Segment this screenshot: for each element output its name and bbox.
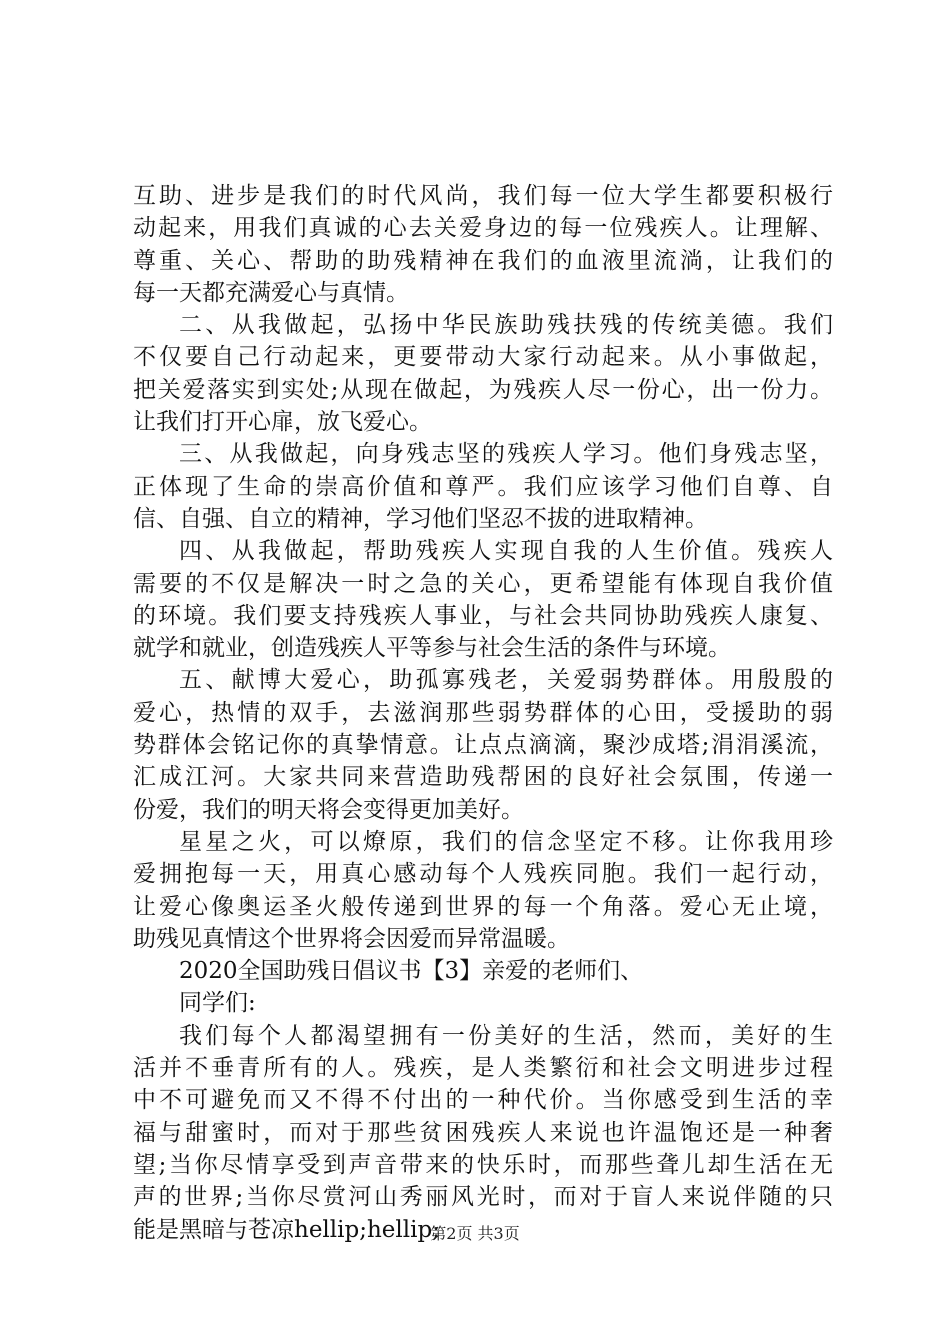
text-line: 信、自强、自立的精神，学习他们坚忍不拔的进取精神。	[133, 505, 708, 532]
text-line: 互助、进步是我们的时代风尚，我们每一位大学生都要积极行	[133, 183, 833, 209]
text-line: 爱心，热情的双手，去滋润那些弱势群体的心田，受援助的弱	[133, 699, 833, 726]
text-line: 助残见真情这个世界将会因爱而异常温暖。	[133, 925, 570, 952]
text-line: 2020全国助残日倡议书【3】亲爱的老师们、	[179, 958, 644, 985]
text-line: 份爱，我们的明天将会变得更加美好。	[133, 796, 524, 823]
text-line: 五、献博大爱心，助孤寡残老，关爱弱势群体。用殷殷的	[179, 667, 833, 694]
text-line: 动起来，用我们真诚的心去关爱身边的每一位残疾人。让理解、	[133, 215, 833, 242]
text-line: 每一天都充满爱心与真情。	[133, 279, 409, 306]
text-line: 把关爱落实到实处;从现在做起，为残疾人尽一份心，出一份力。	[133, 376, 833, 403]
text-line: 爱拥抱每一天，用真心感动每个人残疾同胞。我们一起行动，	[133, 861, 833, 888]
text-line: 汇成江河。大家共同来营造助残帮困的良好社会氛围，传递一	[133, 764, 833, 791]
text-line: 能是黑暗与苍凉hellip;hellip;	[133, 1216, 440, 1243]
text-line: 尊重、关心、帮助的助残精神在我们的血液里流淌，让我们的	[133, 247, 833, 274]
text-line: 的环境。我们要支持残疾人事业，与社会共同协助残疾人康复、	[133, 602, 833, 629]
text-line: 二、从我做起，弘扬中华民族助残扶残的传统美德。我们	[179, 312, 833, 339]
text-line: 望;当你尽情享受到声音带来的快乐时，而那些聋儿却生活在无	[133, 1151, 833, 1178]
text-line: 正体现了生命的崇高价值和尊严。我们应该学习他们自尊、自	[133, 473, 833, 500]
text-line: 三、从我做起，向身残志坚的残疾人学习。他们身残志坚，	[179, 441, 833, 468]
text-line: 活并不垂青所有的人。残疾，是人类繁衍和社会文明进步过程	[133, 1055, 833, 1082]
text-line: 势群体会铭记你的真挚情意。让点点滴滴，聚沙成塔;涓涓溪流，	[133, 732, 833, 759]
text-line: 我们每个人都渴望拥有一份美好的生活，然而，美好的生	[179, 1022, 833, 1049]
text-line: 让我们打开心扉，放飞爱心。	[133, 409, 432, 436]
text-line: 让爱心像奥运圣火般传递到世界的每一个角落。爱心无止境，	[133, 893, 833, 920]
document-body	[133, 180, 833, 1246]
text-line: 同学们:	[179, 990, 256, 1017]
text-line: 星星之火，可以燎原，我们的信念坚定不移。让你我用珍	[179, 828, 833, 855]
text-line: 声的世界;当你尽赏河山秀丽风光时，而对于盲人来说伴随的只	[133, 1184, 833, 1211]
text-line: 中不可避免而又不得不付出的一种代价。当你感受到生活的幸	[133, 1087, 833, 1114]
text-line: 福与甜蜜时，而对于那些贫困残疾人来说也许温饱还是一种奢	[133, 1119, 833, 1146]
page-footer: 第2页 共3页	[430, 1224, 520, 1243]
text-line: 四、从我做起，帮助残疾人实现自我的人生价值。残疾人	[179, 538, 833, 565]
text-line: 就学和就业，创造残疾人平等参与社会生活的条件与环境。	[133, 635, 731, 662]
text-line: 需要的不仅是解决一时之急的关心，更希望能有体现自我价值	[133, 570, 833, 597]
text-line: 不仅要自己行动起来，更要带动大家行动起来。从小事做起，	[133, 344, 833, 371]
